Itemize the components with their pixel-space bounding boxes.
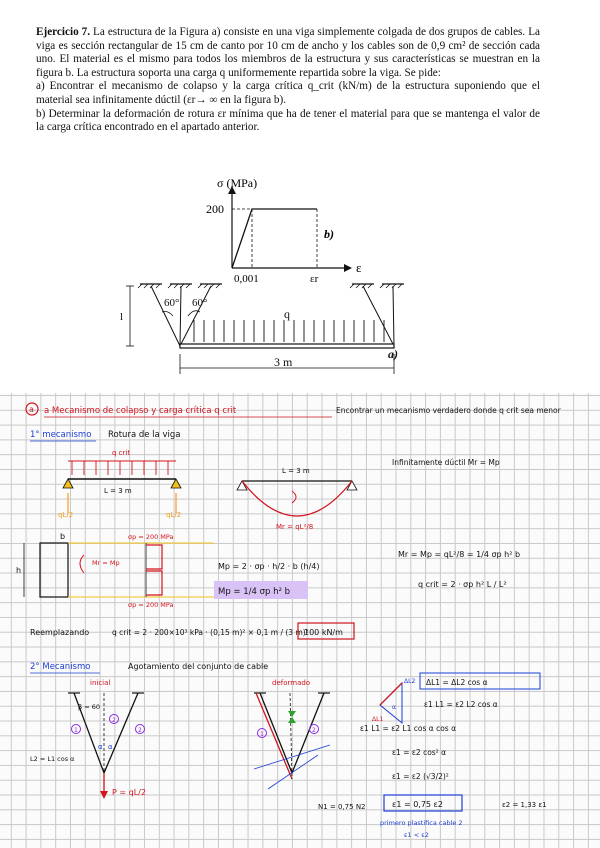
cable-1-deformed: 1 [260, 731, 264, 738]
hinge-icon [288, 711, 296, 717]
sigma-top-label: σp = 200 MPa [128, 533, 174, 541]
beta-label: β = 60 [78, 703, 100, 711]
replace-label: Reemplazando [30, 628, 90, 637]
part-a: a) Encontrar el mecanismo de colapso y la carga crítica q_crit (kN/m) de la estructura suponiendo que el material sea infinitamente dúctil (εr→ ∞ en la figura b). [36, 80, 540, 106]
mp-formula: Mp = 2 · σp · h/2 · b (h/4) [218, 562, 320, 571]
reaction-right-label: qL/2 [166, 511, 182, 519]
mechanism-1-title: 1° mecanismo [30, 430, 92, 440]
support-right-icon [171, 479, 181, 488]
moment-value: Mr = qL²/8 [276, 523, 314, 531]
beam [180, 344, 394, 348]
stress-strain-curve [232, 209, 317, 268]
paragraph-1: La estructura de la Figura a) consiste en una viga simplemente colgada de dos grupos de cables. La viga es sección rectangular de 15 cm de canto por 10 cm de ancho y los cables son de 0,9 cm² de sección cada uno. El material es el mismo para todos los miembros de la estructura y sus características se muestran en la figura b. La estructura soporta una carga q uniformemente repartida sobre la viga. Se pide: [36, 26, 540, 79]
initial-label: inicial [90, 679, 111, 687]
figure-a-tag: a) [388, 347, 398, 361]
alpha-right: α [108, 743, 113, 751]
alpha-left: α [98, 743, 103, 751]
exercise-number: Ejercicio 7. [36, 26, 91, 38]
figure-b-tag: b) [324, 227, 334, 241]
rupture-strain-label: εr [310, 273, 319, 285]
cable-1-initial: 1 [74, 727, 78, 734]
initial-configuration [30, 679, 146, 799]
mp-result: Mp = 1/4 σp h² b [218, 587, 291, 597]
section-width-label: b [60, 532, 66, 541]
yield-strain-label: 0,001 [234, 273, 259, 285]
mechanism-2-subtitle: Agotamiento del conjunto de cable [128, 662, 269, 671]
reaction-left-label: qL/2 [58, 511, 74, 519]
beam-span-label: L = 3 m [104, 487, 132, 495]
angle-left-label: 60° [164, 297, 180, 309]
angle-right-label: 60° [192, 297, 208, 309]
deformed-label: deformado [272, 679, 311, 687]
triangle-dl1: ΔL1 [372, 716, 384, 723]
moment-span-label: L = 3 m [282, 467, 310, 475]
replace-result: 100 kN/m [304, 628, 343, 637]
n-relation: N1 = 0,75 N2 [318, 803, 366, 811]
ductile-note: Infinitamente dúctil Mr = Mp [392, 458, 500, 467]
notes-canvas [0, 393, 600, 848]
eq-sqrt: ε1 = ε2 (√3/2)² [392, 772, 449, 781]
printed-figures [22, 20, 578, 390]
beam-load-label: q crit [112, 449, 131, 457]
moment-curve [242, 481, 352, 516]
yield-stress-label: 200 [206, 202, 224, 216]
x-axis-label: ε [356, 260, 362, 275]
section-a-aim: Encontrar un mecanismo verdadero donde q crit sea menor [336, 406, 561, 415]
cable-2-deformed: 2 [312, 727, 316, 734]
l2-relation: L2 = L1 cos α [30, 755, 75, 763]
load-arrow-icon [100, 791, 108, 799]
svg-text:a: a [29, 405, 34, 414]
eq-delta: ΔL1 = ΔL2 cos α [426, 678, 488, 687]
x-arrow-icon [344, 264, 352, 272]
support-left-icon [63, 479, 73, 488]
mechanism-2-title: 2° Mecanismo [30, 662, 91, 672]
section-moment-label: Mr = Mp [92, 559, 120, 567]
eq-final: ε1 = 0,75 ε2 [392, 800, 443, 809]
sigma-bottom-label: σp = 200 MPa [128, 601, 174, 609]
qcrit-formula: q crit = 2 · σp h² L / L² [418, 580, 507, 589]
figure-b-stress-strain [206, 176, 362, 285]
triangle-dl2: ΔL2 [404, 678, 416, 685]
y-axis-label: σ (MPa) [217, 176, 258, 190]
problem-sheet [22, 20, 578, 390]
replace-formula: q crit = 2 · 200×10³ kPa · (0,15 m)² × 0,1 m / (3 m)² [112, 628, 309, 637]
eq-cos2: ε1 = ε2 cos² α [392, 748, 447, 757]
eq-strain: ε1 L1 = ε2 L2 cos α [424, 700, 498, 709]
part-b: b) Determinar la deformación de rotura εr mínima que ha de tener el material para que se mantenga el valor de la carga crítica encontrado en el apartado anterior. [36, 107, 540, 134]
span-label: 3 m [274, 355, 293, 369]
cable-2-center: 2 [112, 717, 116, 724]
section-a-header: a Mecanismo de colapso y carga crítica q crit [44, 406, 237, 416]
moment-diagram [237, 467, 357, 531]
section-height-label: h [16, 566, 22, 575]
mr-equation: Mr = Mp = qL²/8 = 1/4 σp h² b [398, 550, 521, 559]
eq-sub: ε1 L1 = ε2 L1 cos α cos α [360, 724, 457, 733]
mechanism-1-subtitle: Rotura de la viga [108, 430, 181, 440]
load-p-label: P = qL/2 [112, 788, 146, 797]
deformed-configuration [254, 679, 330, 789]
distributed-load-arrows [194, 320, 384, 342]
cable-2-right: 2 [138, 727, 142, 734]
cross-section [16, 532, 214, 609]
first-yield-condition: ε1 < ε2 [404, 831, 429, 839]
handwritten-notes [0, 393, 600, 848]
mech1-loaded-beam [58, 449, 181, 519]
eq-inverse: ε2 = 1,33 ε1 [502, 801, 547, 809]
triangle-alpha: α [392, 704, 396, 711]
first-yield-note: primero plastifica cable 2 [380, 819, 463, 827]
load-label: q [284, 307, 290, 321]
rotation-arrow-icon [292, 491, 296, 503]
height-label: l [120, 311, 124, 323]
displacement-triangle [372, 678, 415, 723]
